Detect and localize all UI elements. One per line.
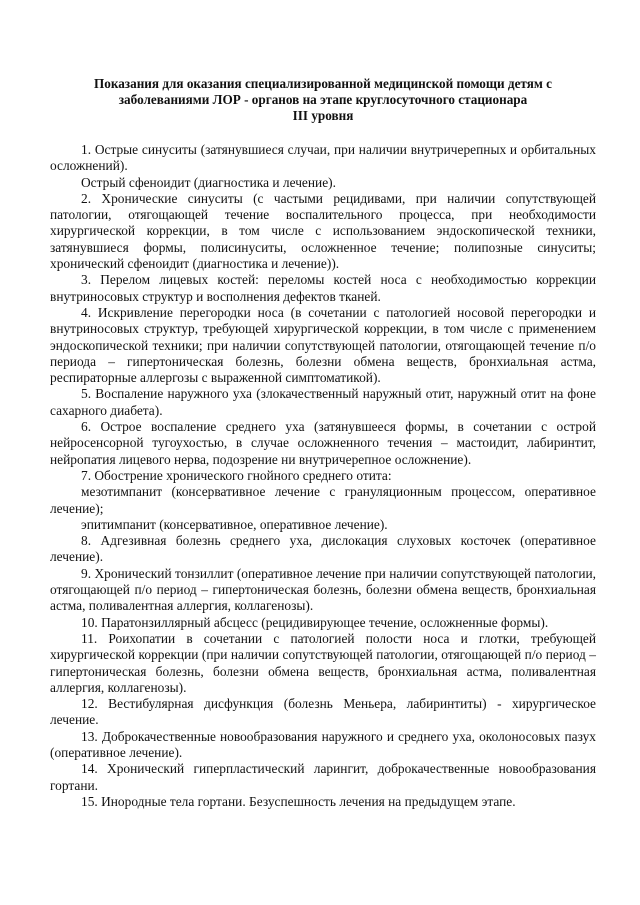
title-line: III уровня xyxy=(292,108,354,123)
paragraph-item-1-sub: Острый сфеноидит (диагностика и лечение). xyxy=(81,174,336,190)
paragraph-item-7: 7. Обострение хронического гнойного среднего отита: xyxy=(81,467,392,483)
title-line: Показания для оказания специализированной медицинской помощи детям с xyxy=(93,76,553,91)
paragraph-item-15: 15. Инородные тела гортани. Безуспешность лечения на предыдущем этапе. xyxy=(81,793,516,809)
paragraph-item-7-sub-b: эпитимпанит (консервативное, оперативное лечение). xyxy=(81,516,388,532)
paragraph-item-10: 10. Паратонзиллярный абсцесс (рецидивирующее течение, осложненные формы). xyxy=(81,614,549,630)
paragraph-item-4: 4. Искривление перегородки носа (в сочетании с патологией носовой перегородки и внутриносовых структур, требующей хирургической коррекции, в том числе с применением эндоскопической техники; при наличии сопутствующей патологии, отягощающей течение п/о периода – гипертоническая болезнь, болезни обмена веществ, бронхиальная астма, респираторные аллергозы с выраженной симптоматикой). xyxy=(50,304,596,386)
paragraph-item-3: 3. Перелом лицевых костей: переломы костей носа с необходимостью коррекции внутриносовых структур и восполнения дефектов тканей. xyxy=(50,272,596,304)
paragraph-item-14: 14. Хронический гиперпластический ларингит, доброкачественные новообразования гортани. xyxy=(50,761,596,793)
paragraph-item-11: 11. Роихопатии в сочетании с патологией полости носа и глотки, требующей хирургической коррекции (при наличии сопутствующей патологии, отягощающей п/о период – гипертоническая болезнь, болезни обмена веществ, бронхиальная астма, поливалентная аллергия, коллагенозы). xyxy=(50,630,596,695)
document-body xyxy=(50,142,596,810)
paragraph-item-7-sub-a: мезотимпанит (консервативное лечение с грануляционным процессом, оперативное лечение); xyxy=(50,484,596,516)
document-title xyxy=(50,76,596,124)
paragraph-item-2: 2. Хронические синуситы (с частыми рецидивами, при наличии сопутствующей патологии, отягощающей течение воспалительного процесса, при необходимости хирургической коррекции, в том числе с использованием эндоскопической техники, затянувшиеся формы, полисинуситы, осложненное течение; полипозные синуситы; хронический сфеноидит (диагностика и лечение)). xyxy=(50,190,596,272)
paragraph-item-9: 9. Хронический тонзиллит (оперативное лечение при наличии сопутствующей патологии, отягощающей п/о период – гипертоническая болезнь, болезни обмена веществ, бронхиальная астма, поливалентная аллергия, коллагенозы). xyxy=(50,565,596,614)
paragraph-item-5: 5. Воспаление наружного уха (злокачественный наружный отит, наружный отит на фоне сахарного диабета). xyxy=(50,386,596,418)
paragraph-item-6: 6. Острое воспаление среднего уха (затянувшееся формы, в сочетании с острой нейросенсорной тугоухостью, в случае осложненного течения – мастоидит, лабиринтит, нейропатия лицевого нерва, подозрение ни внутричерепное осложнение). xyxy=(50,419,596,467)
paragraph-item-13: 13. Доброкачественные новообразования наружного и среднего уха, околоносовых пазух (оперативное лечение). xyxy=(50,728,596,760)
paragraph-item-8: 8. Адгезивная болезнь среднего уха, дислокация слуховых косточек (оперативное лечение). xyxy=(50,533,596,565)
paragraph-item-1: 1. Острые синуситы (затянувшиеся случаи, при наличии внутричерепных и орбитальных осложнений). xyxy=(50,142,596,174)
paragraph-item-12: 12. Вестибулярная дисфункция (болезнь Меньера, лабиринтиты) - хирургическое лечение. xyxy=(50,696,596,728)
title-line: заболеваниями ЛОР - органов на этапе круглосуточного стационара xyxy=(118,92,528,107)
